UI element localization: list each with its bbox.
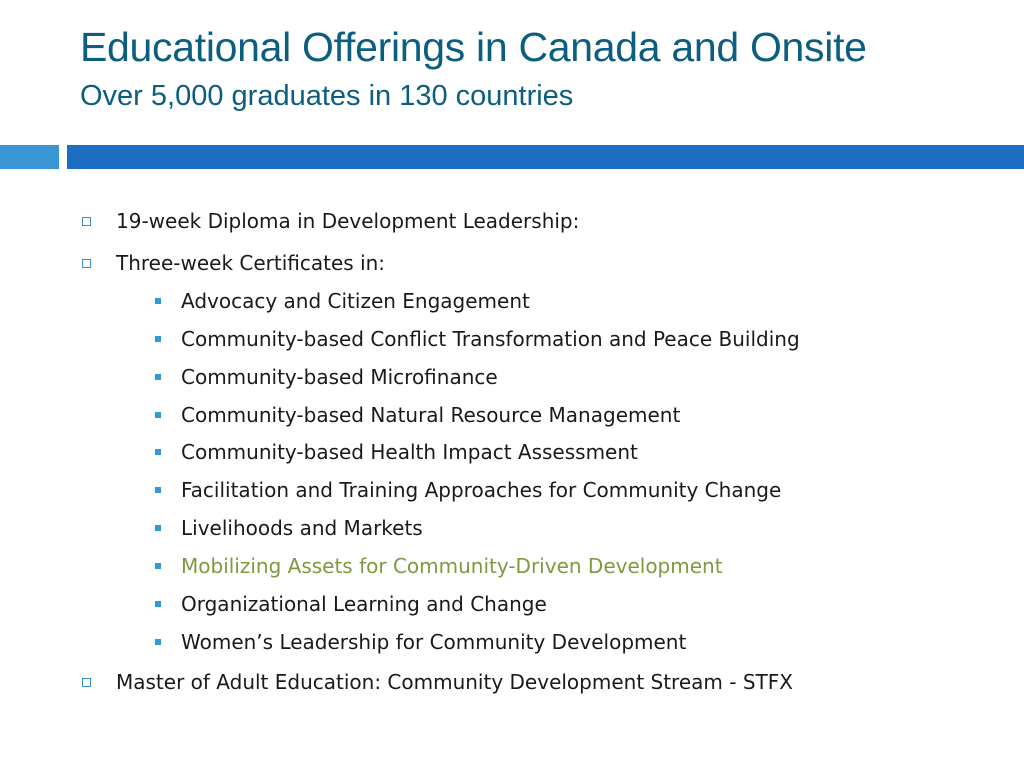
filled-square-bullet-icon	[155, 449, 161, 455]
hollow-square-bullet-icon	[82, 217, 91, 226]
slide-subtitle: Over 5,000 graduates in 130 countries	[80, 80, 574, 112]
filled-square-bullet-icon	[155, 639, 161, 645]
sub-bullet-text: Community-based Microfinance	[181, 365, 498, 389]
filled-square-bullet-icon	[155, 563, 161, 569]
sub-bullet-text: Livelihoods and Markets	[181, 516, 423, 540]
sub-bullet-text: Advocacy and Citizen Engagement	[181, 289, 530, 313]
bullet-text: Master of Adult Education: Community Development Stream - STFX	[116, 670, 793, 694]
filled-square-bullet-icon	[155, 487, 161, 493]
sub-bullet-text-highlighted: Mobilizing Assets for Community-Driven Development	[181, 554, 723, 578]
hollow-square-bullet-icon	[82, 678, 91, 687]
filled-square-bullet-icon	[155, 412, 161, 418]
sub-bullet-text: Community-based Natural Resource Management	[181, 403, 681, 427]
sub-bullet-text: Community-based Health Impact Assessment	[181, 440, 638, 464]
filled-square-bullet-icon	[155, 336, 161, 342]
sub-bullet-text: Organizational Learning and Change	[181, 592, 547, 616]
hollow-square-bullet-icon	[82, 259, 91, 268]
sub-bullet-text: Facilitation and Training Approaches for Community Change	[181, 478, 782, 502]
bullet-text: 19-week Diploma in Development Leadership:	[116, 209, 580, 233]
filled-square-bullet-icon	[155, 298, 161, 304]
filled-square-bullet-icon	[155, 525, 161, 531]
slide-title: Educational Offerings in Canada and Onsite	[80, 24, 867, 70]
sub-bullet-text: Community-based Conflict Transformation and Peace Building	[181, 327, 800, 351]
filled-square-bullet-icon	[155, 374, 161, 380]
filled-square-bullet-icon	[155, 601, 161, 607]
bullet-text: Three-week Certificates in:	[116, 251, 386, 275]
sub-bullet-text: Women’s Leadership for Community Development	[181, 630, 687, 654]
